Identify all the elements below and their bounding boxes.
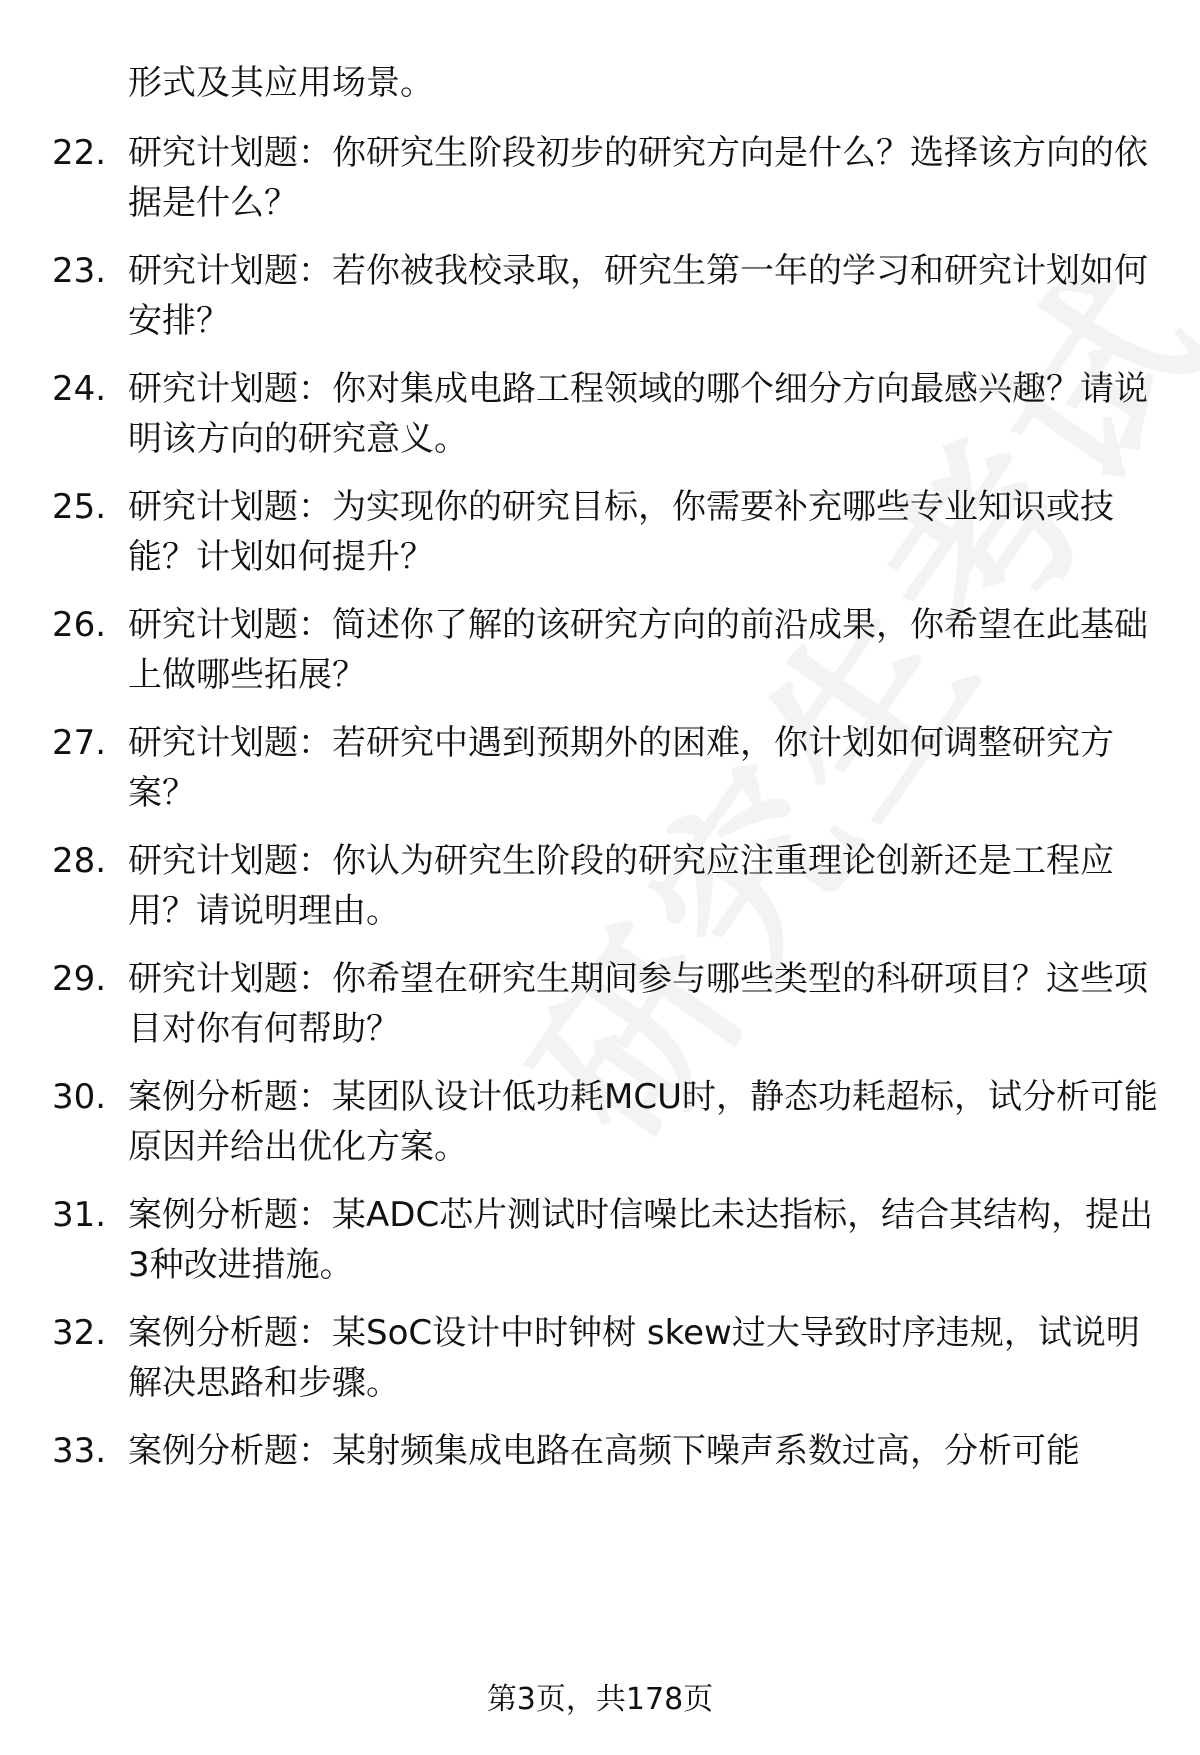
question-number: 33. bbox=[52, 1431, 107, 1471]
question-number: 27. bbox=[52, 723, 107, 763]
question-number: 30. bbox=[52, 1077, 107, 1117]
question-item bbox=[52, 600, 1162, 700]
continuation-text: 形式及其应用场景。 bbox=[128, 63, 434, 103]
question-number: 23. bbox=[52, 251, 107, 291]
question-number: 25. bbox=[52, 487, 107, 527]
question-item bbox=[52, 954, 1162, 1054]
question-number: 31. bbox=[52, 1195, 107, 1235]
page-footer: 第3页，共178页 bbox=[486, 1682, 714, 1717]
question-number: 26. bbox=[52, 605, 107, 645]
question-item bbox=[52, 482, 1162, 582]
question-item bbox=[52, 718, 1162, 818]
question-text: 研究计划题：若你被我校录取，研究生第一年的学习和研究计划如何安排？ bbox=[128, 251, 1148, 341]
question-number: 24. bbox=[52, 369, 107, 409]
question-text: 研究计划题：你认为研究生阶段的研究应注重理论创新还是工程应用？请说明理由。 bbox=[128, 841, 1114, 931]
question-text: 案例分析题：某射频集成电路在高频下噪声系数过高，分析可能 bbox=[128, 1431, 1080, 1471]
question-text: 研究计划题：为实现你的研究目标，你需要补充哪些专业知识或技能？计划如何提升？ bbox=[128, 487, 1114, 577]
question-item bbox=[52, 1308, 1162, 1408]
question-item bbox=[52, 1190, 1162, 1290]
question-number: 28. bbox=[52, 841, 107, 881]
question-text: 案例分析题：某团队设计低功耗MCU时，静态功耗超标，试分析可能原因并给出优化方案。 bbox=[128, 1077, 1158, 1167]
question-item bbox=[52, 364, 1162, 464]
question-text: 研究计划题：简述你了解的该研究方向的前沿成果，你希望在此基础上做哪些拓展？ bbox=[128, 605, 1148, 695]
question-item bbox=[52, 128, 1162, 228]
question-item bbox=[52, 246, 1162, 346]
question-number: 32. bbox=[52, 1313, 107, 1353]
question-number: 22. bbox=[52, 133, 107, 173]
question-text: 案例分析题：某ADC芯片测试时信噪比未达指标，结合其结构，提出3种改进措施。 bbox=[128, 1195, 1154, 1285]
question-text: 研究计划题：若研究中遇到预期外的困难，你计划如何调整研究方案？ bbox=[128, 723, 1114, 813]
question-number: 29. bbox=[52, 959, 107, 999]
question-item bbox=[52, 836, 1162, 936]
question-text: 研究计划题：你希望在研究生期间参与哪些类型的科研项目？这些项目对你有何帮助？ bbox=[128, 959, 1148, 1049]
question-text: 案例分析题：某SoC设计中时钟树 skew过大导致时序违规，试说明解决思路和步骤。 bbox=[128, 1313, 1140, 1403]
question-item bbox=[52, 1426, 1162, 1476]
question-text: 研究计划题：你研究生阶段初步的研究方向是什么？选择该方向的依据是什么？ bbox=[128, 133, 1148, 223]
question-text: 研究计划题：你对集成电路工程领域的哪个细分方向最感兴趣？请说明该方向的研究意义。 bbox=[128, 369, 1148, 459]
question-item bbox=[52, 1072, 1162, 1172]
